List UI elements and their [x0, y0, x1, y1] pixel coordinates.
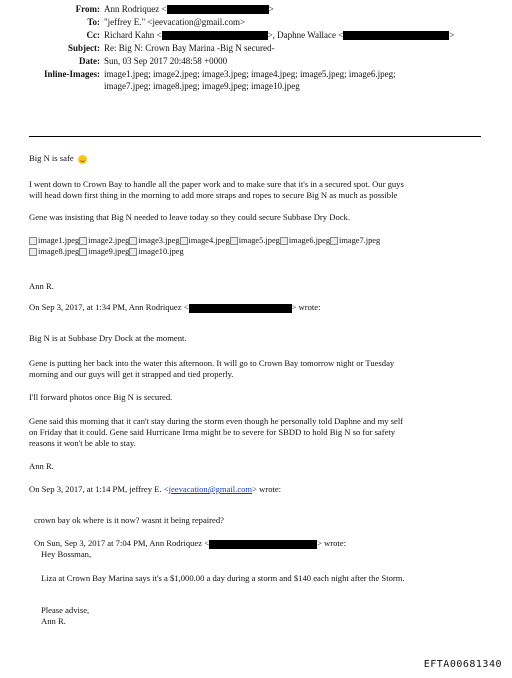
inline-image-placeholder[interactable]	[79, 235, 129, 246]
to-label: To:	[87, 17, 100, 27]
broken-image-icon	[280, 237, 288, 245]
inline-image-placeholder[interactable]	[129, 246, 183, 257]
header-cc-row	[0, 30, 512, 41]
redaction-bar	[189, 304, 292, 313]
broken-image-icon	[230, 237, 238, 245]
q1-para4-line1: Gene said this morning that it can't stay during the storm even though he personally told Daphne and my self	[29, 416, 404, 426]
inline-image-name: image7.jpeg	[339, 236, 381, 245]
inline-images-line1: image1.jpeg; image2.jpeg; image3.jpeg; image4.jpeg; image5.jpeg; image6.jpeg;	[104, 69, 396, 79]
cc-value: Richard Kahn < >, Daphne Wallace < >	[104, 30, 455, 40]
subject-value: Re: Big N: Crown Bay Marina -Big N secured-	[104, 43, 275, 53]
broken-image-icon	[79, 237, 87, 245]
inline-image-name: image1.jpeg	[38, 236, 80, 245]
broken-image-icon	[330, 237, 338, 245]
cc-label: Cc:	[86, 30, 100, 40]
quote2-attribution: On Sep 3, 2017, at 1:14 PM, jeffrey E. <jeevacation@gmail.com> wrote:	[29, 484, 282, 494]
q2-text: crown bay ok where is it now? wasnt it being repaired?	[34, 515, 224, 525]
q1-para2-line2: morning and our guys will get it strapped and tied properly.	[29, 369, 234, 379]
signature-1: Ann R.	[29, 281, 54, 291]
date-label: Date:	[79, 56, 100, 66]
subject-label: Subject:	[68, 43, 100, 53]
inline-images-line2: image7.jpeg; image8.jpeg; image9.jpeg; image10.jpeg	[104, 81, 300, 91]
signature-2: Ann R.	[29, 461, 54, 471]
document-id: EFTA00681340	[423, 659, 502, 670]
header-to-row	[0, 17, 512, 28]
q3-para1: Liza at Crown Bay Marina says it's a $1,000.00 a day during a storm and $140 each night after the Storm.	[41, 573, 405, 583]
broken-image-icon	[180, 237, 188, 245]
inline-image-placeholder[interactable]	[129, 235, 179, 246]
inline-image-placeholder[interactable]	[180, 235, 230, 246]
header-divider	[29, 136, 481, 137]
q3-advise: Please advise,	[41, 605, 90, 615]
para1-line2: will head down first thing in the morning to add more straps and ropes to secure Big N as much as possible	[29, 190, 398, 200]
redaction-bar	[167, 5, 269, 14]
q1-para4-line2: on Friday that it could. Gene said Hurricane Irma might be to severe for SBDD to hold Big N so for safety	[29, 427, 396, 437]
inline-image-name: image9.jpeg	[88, 247, 130, 256]
q3-signature: Ann R.	[41, 616, 66, 626]
quote3-attribution: On Sun, Sep 3, 2017 at 7:04 PM, Ann Rodriquez < > wrote:	[34, 538, 347, 548]
para2: Gene was insisting that Big N needed to leave today so they could secure Subbase Dry Dock.	[29, 212, 350, 222]
header-from-row	[0, 4, 512, 15]
header-inline-images-row	[0, 69, 512, 93]
inline-image-name: image5.jpeg	[238, 236, 280, 245]
email-link[interactable]: jeevacation@gmail.com	[168, 484, 253, 494]
inline-image-name: image10.jpeg	[138, 247, 184, 256]
inline-image-name: image6.jpeg	[288, 236, 331, 245]
inline-image-name: image4.jpeg	[188, 236, 230, 245]
inline-image-name: image8.jpeg	[38, 247, 80, 256]
inline-image-placeholder[interactable]	[280, 235, 330, 246]
broken-image-icon	[79, 248, 87, 256]
quote1-attribution: On Sep 3, 2017, at 1:34 PM, Ann Rodriquez < > wrote:	[29, 302, 321, 312]
from-label: From:	[75, 4, 100, 14]
inline-images-label: Inline-Images:	[44, 69, 100, 79]
broken-image-icon	[29, 237, 37, 245]
header-subject-row	[0, 43, 512, 54]
q3-greeting: Hey Bossman,	[41, 549, 92, 559]
q1-para4-line3: reasons it won't be able to stay.	[29, 438, 136, 448]
date-value: Sun, 03 Sep 2017 20:48:58 +0000	[104, 56, 228, 66]
redaction-bar	[209, 540, 317, 549]
to-value: "jeffrey E." <jeevacation@gmail.com>	[104, 17, 246, 27]
inline-images-row2	[29, 246, 184, 259]
header-date-row	[0, 56, 512, 67]
q1-para2-line1: Gene is putting her back into the water this afternoon. It will go to Crown Bay tomorrow night or Tuesday	[29, 358, 395, 368]
inline-image-placeholder[interactable]	[230, 235, 280, 246]
safe-line: Big N is safe	[29, 153, 87, 164]
redaction-bar	[343, 31, 449, 40]
smiley-emoji-icon	[78, 155, 87, 164]
inline-image-name: image2.jpeg	[88, 236, 130, 245]
q1-para3: I'll forward photos once Big N is secured.	[29, 392, 173, 402]
para1-line1: I went down to Crown Bay to handle all the paper work and to make sure that it's in a secured spot. Our guys	[29, 179, 404, 189]
broken-image-icon	[129, 248, 137, 256]
q1-para1: Big N is at Subbase Dry Dock at the moment.	[29, 333, 187, 343]
from-value: Ann Rodriquez < >	[104, 4, 274, 14]
redaction-bar	[162, 31, 268, 40]
broken-image-icon	[129, 237, 137, 245]
inline-image-placeholder[interactable]	[79, 246, 129, 257]
inline-image-placeholder[interactable]	[330, 235, 380, 246]
inline-image-name: image3.jpeg	[138, 236, 180, 245]
inline-image-placeholder[interactable]	[29, 235, 79, 246]
inline-image-placeholder[interactable]	[29, 246, 79, 257]
broken-image-icon	[29, 248, 37, 256]
